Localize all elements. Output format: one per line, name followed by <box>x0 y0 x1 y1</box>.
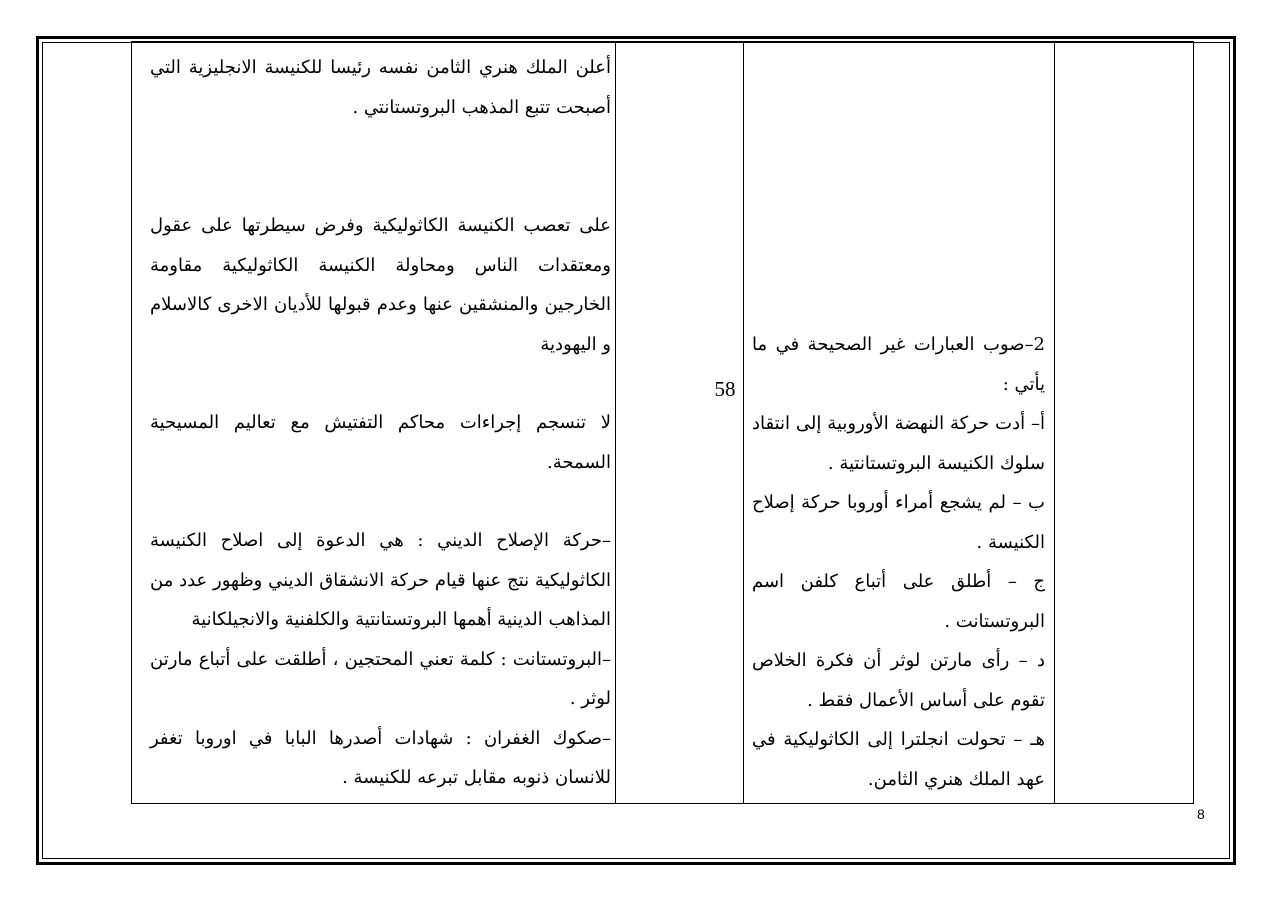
question-title: 2–صوب العبارات غير الصحيحة في ما يأتي : <box>752 334 1045 395</box>
answer-henry-viii: أعلن الملك هنري الثامن نفسه رئيسا للكنيسة الانجليزية التي أصبحت تتبع المذهب البروتستانتي . <box>150 57 611 118</box>
page-number: 8 <box>1197 806 1205 822</box>
mark-value: 58 <box>714 377 736 401</box>
answers-cell <box>150 48 611 798</box>
answer-indulgences: –صكوك الغفران : شهادات أصدرها البابا في اوروبا تغفر للانسان ذنوبه مقابل تبرعه للكنيسة . <box>150 727 611 788</box>
answer-inquisition: لا تنسجم إجراءات محاكم التفتيش مع تعاليم المسيحية السمحة. <box>150 412 611 473</box>
column-divider-mark-question <box>743 42 744 803</box>
answer-table <box>131 41 1194 804</box>
question-item-a: أ– أدت حركة النهضة الأوروبية إلى انتقاد سلوك الكنيسة البروتستانتية . <box>752 413 1045 474</box>
answer-protestants: –البروتستانت : كلمة تعني المحتجين ، أطلقت على أتباع مارتن لوثر . <box>150 648 611 709</box>
answer-religious-reform: –حركة الإصلاح الديني : هي الدعوة إلى اصلاح الكنيسة الكاثوليكية نتج عنها قيام حركة الانشقاق الديني وظهور عدد من المذاهب الدينية أهمها البروتستانتية والكلفنية والانجيلكانية <box>150 530 611 630</box>
question-item-e: هـ – تحولت انجلترا إلى الكاثوليكية في عهد الملك هنري الثامن. <box>752 729 1045 790</box>
answer-church-intolerance: على تعصب الكنيسة الكاثوليكية وفرض سيطرتها على عقول ومعتقدات الناس ومحاولة الكنيسة الكاثوليكية مقاومة الخارجين والمنشقين عنها وعدم قبولها للأديان الاخرى كالاسلام و اليهودية <box>150 215 611 355</box>
question-item-d: د – رأى مارتن لوثر أن فكرة الخلاص تقوم على أساس الأعمال فقط . <box>752 650 1045 711</box>
question-item-b: ب – لم يشجع أمراء أوروبا حركة إصلاح الكنيسة . <box>752 492 1045 553</box>
question-cell <box>752 325 1045 799</box>
column-divider-question-empty <box>1054 42 1055 803</box>
column-divider-answer-mark <box>615 42 616 803</box>
question-item-c: ج – أطلق على أتباع كلفن اسم البروتستانت . <box>752 571 1045 632</box>
